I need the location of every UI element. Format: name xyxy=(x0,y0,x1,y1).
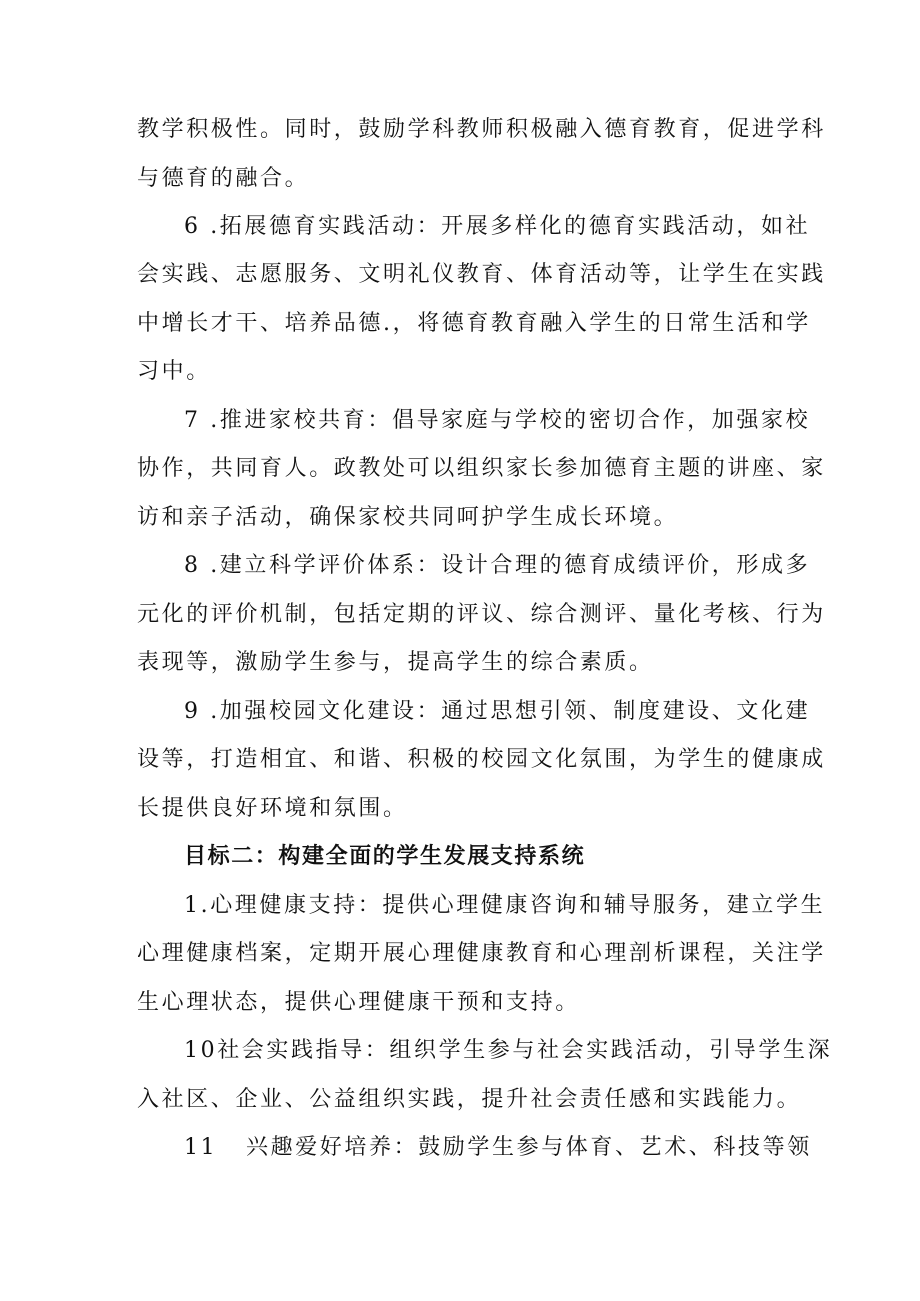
paragraph-line: 教学积极性。同时，鼓励学科教师积极融入德育教育，促进学科 xyxy=(137,117,826,142)
paragraph-line: 心理健康档案，定期开展心理健康教育和心理剖析课程，关注学 xyxy=(137,941,826,966)
paragraph-line: 表现等，激励学生参与，提高学生的综合素质。 xyxy=(137,650,654,675)
list-item-6-line: 6 .拓展德育实践活动：开展多样化的德育实践活动，如社 xyxy=(184,214,811,239)
list-item-8-line: 8 .建立科学评价体系：设计合理的德育成绩评价，形成多 xyxy=(184,553,811,578)
paragraph-line: 习中。 xyxy=(137,359,211,384)
paragraph-line: 生心理状态，提供心理健康干预和支持。 xyxy=(137,990,580,1015)
list-item-10-line: 10社会实践指导：组织学生参与社会实践活动，引导学生深 xyxy=(184,1038,833,1063)
paragraph-line: 访和亲子活动，确保家校共同呵护学生成长环境。 xyxy=(137,505,679,530)
paragraph-line: 中增长才干、培养品德.，将德育教育融入学生的日常生活和学 xyxy=(137,311,811,336)
paragraph-line: 与德育的融合。 xyxy=(137,166,310,191)
list-item-11-line xyxy=(184,1133,812,1163)
list-item-9-line: 9 .加强校园文化建设：通过思想引领、制度建设、文化建 xyxy=(184,699,811,724)
paragraph-line: 入社区、企业、公益组织实践，提升社会责任感和实践能力。 xyxy=(137,1087,802,1112)
section-heading: 目标二：构建全面的学生发展支持系统 xyxy=(184,844,586,869)
paragraph-line: 元化的评价机制，包括定期的评议、综合测评、量化考核、行为 xyxy=(137,602,826,627)
paragraph-line: 设等，打造相宜、和谐、积极的校园文化氛围，为学生的健康成 xyxy=(137,747,826,772)
list-item-text: 兴趣爱好培养：鼓励学生参与体育、艺术、科技等领 xyxy=(246,1135,812,1160)
paragraph-line: 长提供良好环境和氛围。 xyxy=(137,796,408,821)
list-item-7-line: 7 .推进家校共育：倡导家庭与学校的密切合作，加强家校 xyxy=(184,408,811,433)
list-item-number: 11 xyxy=(184,1135,218,1160)
paragraph-line: 协作，共同育人。政教处可以组织家长参加德育主题的讲座、家 xyxy=(137,456,826,481)
list-item-1-line: 1.心理健康支持：提供心理健康咨询和辅导服务，建立学生 xyxy=(184,893,826,918)
paragraph-line: 会实践、志愿服务、文明礼仪教育、体育活动等，让学生在实践 xyxy=(137,262,826,287)
